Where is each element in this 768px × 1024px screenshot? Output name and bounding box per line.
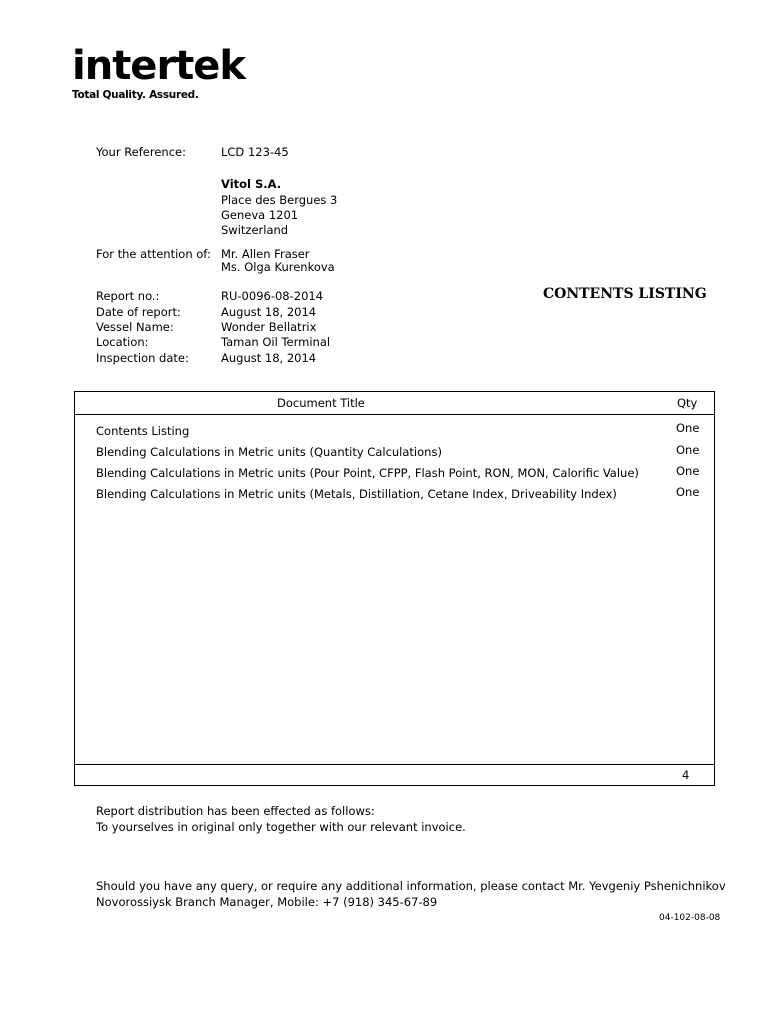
contact-line-2: Novorossiysk Branch Manager, Mobile: +7 (918) 345-67-89 (96, 895, 438, 909)
report-no-value: RU-0096-08-2014 (221, 289, 324, 303)
contact-line-1: Should you have any query, or require any additional information, please contact Mr. Yevgeniy Pshenichnikov (96, 879, 726, 893)
table-row-title: Blending Calculations in Metric units (Quantity Calculations) (96, 445, 442, 459)
address-line-2: Geneva 1201 (221, 208, 299, 222)
table-row-qty: One (676, 485, 700, 499)
location-label: Location: (96, 335, 149, 349)
inspection-date-value: August 18, 2014 (221, 351, 317, 365)
form-code: 04-102-08-08 (659, 913, 721, 923)
company-name: Vitol S.A. (221, 177, 282, 191)
table-row-qty: One (676, 464, 700, 478)
column-header-qty: Qty (677, 396, 698, 410)
address-line-1: Place des Bergues 3 (221, 193, 338, 207)
table-row-qty: One (676, 421, 700, 435)
vessel-name-value: Wonder Bellatrix (221, 320, 317, 334)
table-row-qty: One (676, 443, 700, 457)
report-no-label: Report no.: (96, 289, 160, 303)
logo-tagline: Total Quality. Assured. (72, 89, 199, 101)
distribution-line-2: To yourselves in original only together with our relevant invoice. (96, 820, 466, 834)
distribution-line-1: Report distribution has been effected as follows: (96, 804, 375, 818)
table-total-qty: 4 (682, 768, 690, 782)
table-row-title: Blending Calculations in Metric units (Pour Point, CFPP, Flash Point, RON, MON, Calorific Value) (96, 466, 639, 480)
table-header-divider (75, 414, 714, 415)
column-header-document-title: Document Title (277, 396, 365, 410)
attention-name-1: Mr. Allen Fraser (221, 247, 310, 261)
inspection-date-label: Inspection date: (96, 351, 189, 365)
date-of-report-value: August 18, 2014 (221, 305, 317, 319)
intertek-logo: intertek (72, 43, 246, 89)
location-value: Taman Oil Terminal (221, 335, 331, 349)
vessel-name-label: Vessel Name: (96, 320, 174, 334)
your-reference-label: Your Reference: (96, 145, 186, 159)
address-line-3: Switzerland (221, 223, 289, 237)
table-footer-divider (75, 764, 714, 765)
date-of-report-label: Date of report: (96, 305, 181, 319)
page-title: CONTENTS LISTING (543, 286, 707, 302)
your-reference-value: LCD 123-45 (221, 145, 289, 159)
table-row-title: Contents Listing (96, 424, 190, 438)
attention-label: For the attention of: (96, 247, 211, 261)
table-row-title: Blending Calculations in Metric units (Metals, Distillation, Cetane Index, Driveability Index) (96, 487, 617, 501)
attention-name-2: Ms. Olga Kurenkova (221, 260, 335, 274)
